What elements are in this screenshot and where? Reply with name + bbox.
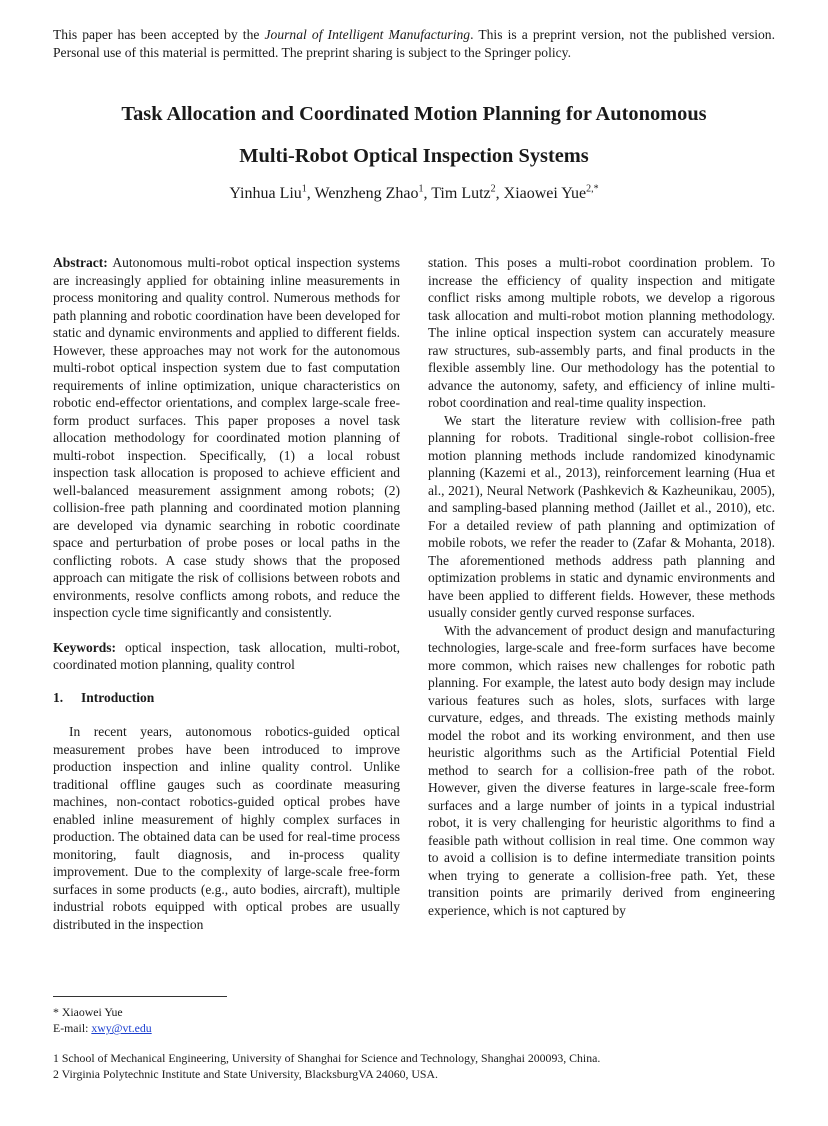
- author-separator: ,: [423, 185, 432, 202]
- notice-text-after: . This is a preprint version, not the published version. Personal use of this material is permitted. The preprint sharing is subject to the Springer policy.: [53, 27, 776, 61]
- section-heading-introduction: [53, 689, 400, 707]
- author-name: Yinhua Liu: [229, 185, 302, 202]
- section-title: Introduction: [81, 689, 155, 705]
- email-link[interactable]: xwy@vt.edu: [91, 1021, 152, 1035]
- author-name: Tim Lutz: [431, 185, 491, 202]
- footnote-separator: [53, 996, 227, 997]
- author-affiliation: 2: [490, 183, 496, 195]
- email-line: [53, 1020, 775, 1036]
- affiliations: [53, 1050, 775, 1082]
- title-line-2: Multi-Robot Optical Inspection Systems: [239, 145, 589, 167]
- title-line-1: Task Allocation and Coordinated Motion Planning for Autonomous: [121, 103, 707, 125]
- abstract-text: Autonomous multi-robot optical inspection systems are increasingly applied for obtaining inline measurements in process monitoring and quality control. Numerous methods for path planning and robotic coordination have been developed for static and dynamic environments and applied to different fields. However, these approaches may not work for the autonomous multi-robot optical inspection system due to fast computation requirements of inline optimization, unique characteristics on robotic end-effector orientations, and complex large-scale free-form product surfaces. This paper proposes a novel task allocation methodology for coordinated motion planning of multi-robot inspection. Specifically, (1) a local robust inspection task allocation is proposed to achieve efficient and well-balanced measurement assignment among robots; (2) collision-free path planning and coordinated motion planning are developed via dynamic searching in robotic coordinate space and perturbation of probe poses or local paths in the conflicting robots. A case study shows that the proposed approach can mitigate the risk of collisions between robots and environments, resolve conflicts among robots, and reduce the inspection cycle time significantly and consistently.: [53, 255, 400, 620]
- keywords-label: Keywords:: [53, 639, 116, 655]
- left-column: [53, 254, 400, 933]
- author-separator: ,: [495, 185, 504, 202]
- right-column: [428, 254, 775, 919]
- affiliation-2: 2 Virginia Polytechnic Institute and State University, BlacksburgVA 24060, USA.: [53, 1067, 438, 1081]
- keywords: [53, 639, 400, 674]
- abstract-label: Abstract:: [53, 255, 108, 270]
- author-affiliation: 1: [418, 183, 424, 195]
- abstract: [53, 254, 400, 622]
- journal-name: Journal of Intelligent Manufacturing: [264, 27, 471, 42]
- author-separator: ,: [306, 185, 315, 202]
- keywords-text: optical inspection, task allocation, multi-robot, coordinated motion planning, quality control: [53, 639, 400, 672]
- author-name: Wenzheng Zhao: [314, 185, 419, 202]
- intro-paragraph-3: With the advancement of product design and manufacturing technologies, large-scale and free-form surfaces have become more common, which raises new challenges for robotic path planning. For example, the latest auto body design may include various features such as holes, slots, surfaces with large curvature, edges, and threads. The existing methods mainly model the robot and its working environment, and then use heuristic algorithms such as the Artificial Potential Field method to search for a collision-free path of the robot. However, given the diverse features in large-scale free-form surfaces and a large number of joints in a typical industrial robot, it is very challenging for heuristic algorithms to find a feasible path without collision in real time. One common way to avoid a collision is to define intermediate transition points when trying to generate a collision-free path. Yet, these transition points are primarily derived from engineering experience, which is not captured by: [428, 622, 775, 918]
- email-label: E-mail:: [53, 1021, 92, 1035]
- corresponding-author: * Xiaowei Yue: [53, 1005, 123, 1019]
- preprint-notice: [53, 26, 775, 63]
- intro-paragraph-1-continued: station. This poses a multi-robot coordination problem. To increase the efficiency of quality inspection and mitigate conflict risks among multiple robots, we develop a rigorous task allocation and multi-robot motion planning methodology. The inline optical inspection system can accurately measure raw structures, sub-assembly parts, and final products in the flexible assembly line. Our methodology has the potential to advance the autonomy, safety, and efficiency of inline multi-robot coordination and real-time quality inspection.: [428, 255, 775, 410]
- author-affiliation: 1: [301, 183, 307, 195]
- notice-text-before: This paper has been accepted by the: [53, 27, 265, 42]
- author-name: Xiaowei Yue: [503, 185, 587, 202]
- section-number: 1.: [53, 689, 64, 705]
- intro-paragraph-1: In recent years, autonomous robotics-guided optical measurement probes have been introduced to improve production inspection and inline quality control. Unlike traditional offline gauges such as coordinate measuring machines, non-contact robotics-guided optical probes have enabled inline measurement of highly complex surfaces in production. The obtained data can be used for real-time process monitoring, fault diagnosis, and in-process quality improvement. Due to the complexity of large-scale free-form surfaces in some products (e.g., auto bodies, aircraft), multiple industrial robots equipped with optical probes are usually distributed in the inspection: [53, 724, 400, 932]
- affiliation-1: 1 School of Mechanical Engineering, University of Shanghai for Science and Technology, Shanghai 200093, China.: [53, 1051, 601, 1065]
- paper-title: [40, 93, 788, 177]
- corresponding-author-note: [53, 1004, 775, 1036]
- intro-paragraph-2: We start the literature review with collision-free path planning for robots. Traditional single-robot collision-free motion planning methods include randomized kinodynamic planning (Kazemi et al., 2013), reinforcement learning (Hua et al., 2021), Neural Network (Pashkevich & Kazheunikau, 2005), and sampling-based planning method (Jaillet et al., 2010), etc. For a detailed review of path planning and optimization of mobile robots, we refer the reader to (Zafar & Mohanta, 2018). The aforementioned methods address path planning and optimization problems in static and dynamic environments and have been applied to different fields. However, these methods usually consider gently curved response surfaces.: [428, 412, 775, 620]
- author-affiliation: 2,*: [586, 183, 599, 195]
- author-list: [40, 183, 788, 205]
